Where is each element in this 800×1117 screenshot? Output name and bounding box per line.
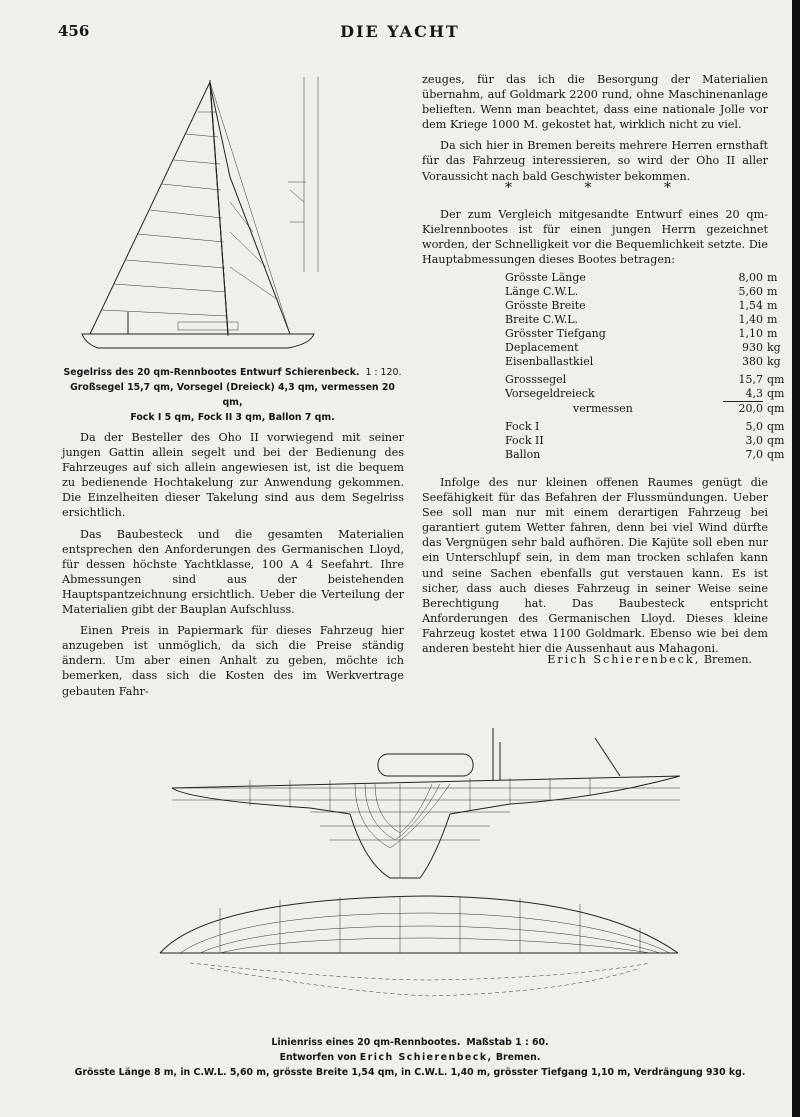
dimension-unit: qm: [767, 448, 785, 461]
sail-plan-caption: [60, 365, 405, 425]
dimension-row: [505, 341, 797, 355]
right-column-top: [422, 72, 768, 190]
dimension-unit: qm: [767, 401, 785, 415]
dimension-unit: qm: [767, 387, 785, 401]
dimension-label: Grosssegel: [505, 373, 567, 386]
dimension-label: Breite C.W.L.: [505, 313, 578, 326]
dimension-row: [505, 327, 797, 341]
dimension-value: 7,0: [745, 448, 763, 461]
lines-plan-caption-name: Erich Schierenbeck,: [359, 1052, 493, 1063]
dimension-unit: qm: [767, 373, 785, 386]
dimension-row: [505, 373, 797, 387]
right-paragraph-3: Der zum Vergleich mitgesandte Entwurf eines 20 qm-Kielrennbootes ist für einen jungen Herrn gezeichnet worden, der Schnelligkeit vor die Bequemlichkeit setzte. Die Hauptabmessungen dieses Bootes betragen:: [422, 208, 768, 267]
sail-plan-caption-line3: Fock I 5 qm, Fock II 3 qm, Ballon 7 qm.: [130, 412, 335, 423]
sail-plan-caption-line2: Großsegel 15,7 qm, Vorsegel (Dreieck) 4,3 qm, vermessen 20 qm,: [70, 382, 395, 408]
dimension-value: 1,10: [738, 327, 763, 340]
dimension-row: [505, 402, 797, 417]
left-paragraph-1: Da der Besteller des Oho II vorwiegend mit seiner jungen Gattin allein segelt und bei der Bedienung des Fahrzeuges auf sich allein angewiesen ist, ist die bequem zu bedienende Hochtakelung zur Anwendung gekommen. Die Einzelheiten dieser Takelung sind aus dem Segelriss ersichtlich.: [62, 431, 404, 520]
page-number: 456: [58, 22, 90, 40]
right-paragraph-2: Da sich hier in Bremen bereits mehrere Herren ernsthaft für das Fahrzeug interessieren, so wird der Oho II aller Voraussicht nach bald Geschwister bekommen.: [422, 139, 768, 183]
dimension-label: Deplacement: [505, 341, 579, 354]
right-column-intro: [422, 207, 768, 273]
section-separator: * * *: [505, 180, 705, 196]
author-signature: [440, 653, 752, 666]
dimension-row: [505, 299, 797, 313]
dimension-label: Grösste Breite: [505, 299, 586, 312]
lines-plan-caption: [60, 1035, 760, 1080]
sail-plan-caption-title: Segelriss des 20 qm-Rennbootes Entwurf Schierenbeck.: [63, 367, 360, 378]
dimensions-table: [505, 271, 797, 462]
dimension-label: Länge C.W.L.: [505, 285, 579, 298]
dimension-value: 3,0: [745, 434, 763, 447]
dimension-label: Fock II: [505, 434, 544, 447]
dimension-unit: kg: [767, 341, 781, 354]
left-column: [62, 430, 404, 705]
dimension-value: 8,00: [738, 271, 763, 284]
dimension-row: [505, 420, 797, 434]
dimension-label: Grösste Länge: [505, 271, 586, 284]
dimension-value: 930: [742, 341, 763, 354]
dimension-value: 1,54: [738, 299, 763, 312]
dimension-row: [505, 313, 797, 327]
dimension-value: 5,0: [745, 420, 763, 433]
dimension-value: 5,60: [738, 285, 763, 298]
sail-plan-drawing: [78, 72, 338, 357]
lines-plan-caption-specs: Grösste Länge 8 m, in C.W.L. 5,60 m, grösste Breite 1,54 qm, in C.W.L. 1,40 m, grösster Tiefgang 1,10 m, Verdrängung 930 kg.: [74, 1067, 746, 1078]
dimension-label: Vorsegeldreieck: [505, 387, 595, 401]
lines-plan-caption-prefix: Entworfen von: [279, 1052, 357, 1063]
lines-plan-drawing: [150, 718, 690, 1018]
dimension-unit: qm: [767, 420, 785, 433]
dimension-value: 4,3: [745, 387, 763, 400]
dimension-label: Fock I: [505, 420, 540, 433]
dimension-unit: m: [767, 313, 778, 326]
sail-plan-caption-scale: 1 : 120.: [365, 367, 402, 378]
dimension-value: 380: [742, 355, 763, 368]
dimension-unit: m: [767, 285, 778, 298]
dimension-row: [505, 434, 797, 448]
dimension-unit: m: [767, 327, 778, 340]
dimension-row: [505, 285, 797, 299]
left-paragraph-3: Einen Preis in Papiermark für dieses Fahrzeug hier anzugeben ist unmöglich, da sich die Preise ständig ändern. Um aber einen Anhalt zu geben, möchte ich bemerken, dass sich die Kosten des im Werkvertrage gebauten Fahr-: [62, 624, 404, 698]
dimension-value: 20,0: [723, 402, 763, 417]
dimension-unit: kg: [767, 355, 781, 368]
dimension-label: Eisenballastkiel: [505, 355, 594, 368]
left-paragraph-2: Das Baubesteck und die gesamten Materialien entsprechen den Anforderungen des Germanischen Lloyd, für dessen höchste Yachtklasse, 100 A 4 Seefahrt. Ihre Abmessungen sind aus der beistehenden Hauptspantzeichnung ersichtlich. Ueber die Verteilung der Materialien gibt der Bauplan Aufschluss.: [62, 527, 404, 617]
lines-plan-caption-scale: Maßstab 1 : 60.: [466, 1037, 549, 1048]
dimension-label: vermessen: [573, 401, 633, 415]
scan-edge: [792, 0, 800, 1117]
lines-plan-caption-place: Bremen.: [495, 1052, 541, 1063]
running-title: DIE YACHT: [340, 22, 460, 41]
dimension-row: [505, 355, 797, 369]
author-place: Bremen.: [703, 653, 752, 666]
right-paragraph-4: Infolge des nur kleinen offenen Raumes genügt die Seefähigkeit für das Befahren der Flussmündungen. Ueber See soll man nur mit einem derartigen Fahrzeug bei garantiert gutem Wetter fahren, denn bei viel Wind dürfte das Vergnügen sehr bald aufhören. Die Kajüte soll eben nur ein Unterschlupf sein, in dem man trocken schlafen kann und seine Sachen ebenfalls gut verstauen kann. Es ist sicher, dass auch dieses Fahrzeug in seiner Weise seine Berechtigung hat. Das Baubesteck entspricht Anforderungen des Germanischen Lloyd. Dieses kleine Fahrzeug kostet etwa 1100 Goldmark. Ebenso wie bei dem anderen besteht hier die Aussenhaut aus Mahagoni.: [422, 476, 768, 656]
dimension-value: 15,7: [738, 373, 763, 386]
dimension-unit: qm: [767, 434, 785, 447]
dimension-value: 1,40: [738, 313, 763, 326]
dimension-row: [505, 448, 797, 462]
right-column-bottom: [422, 475, 768, 662]
lines-plan-caption-title: Linienriss eines 20 qm-Rennbootes.: [271, 1037, 461, 1048]
dimension-unit: m: [767, 299, 778, 312]
dimension-row: [505, 387, 797, 402]
right-paragraph-1: zeuges, für das ich die Besorgung der Materialien übernahm, auf Goldmark 2200 rund, ohne Maschinenanlage belieften. Wenn man beachtet, dass eine nationale Jolle vor dem Kriege 1000 M. gekostet hat, wirklich nicht zu viel.: [422, 73, 768, 132]
dimension-unit: m: [767, 271, 778, 284]
author-name: Erich Schierenbeck,: [547, 653, 701, 666]
dimension-row: [505, 271, 797, 285]
dimension-label: Grösster Tiefgang: [505, 327, 606, 340]
dimension-label: Ballon: [505, 448, 541, 461]
